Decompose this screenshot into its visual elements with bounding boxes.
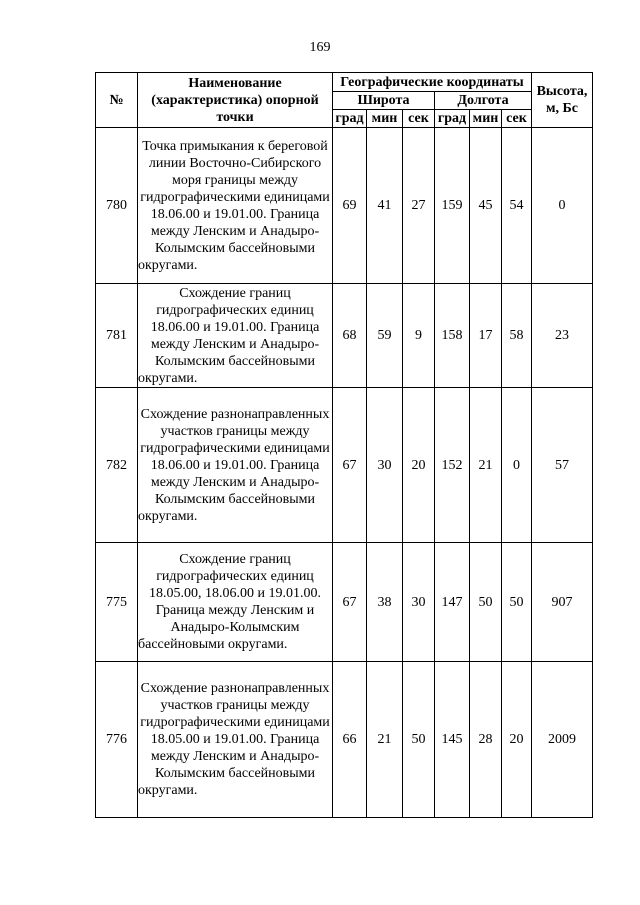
row-name: Схождение разнонаправленных участков границы между гидрографическими единицами 18.05.00 и 19.01.00. Граница между Ленским и Анадыро-Колымским бассейновыми округами. [138,662,333,818]
header-geo: Географические координаты [333,73,532,92]
header-lon-min: мин [470,110,502,128]
lat-min: 21 [367,662,403,818]
lon-min: 28 [470,662,502,818]
lat-sec: 9 [403,284,435,388]
lon-deg: 152 [435,388,470,543]
table-row [96,284,593,388]
height: 2009 [532,662,593,818]
header-name: Наименование (характеристика) опорной точки [138,73,333,128]
lon-sec: 0 [502,388,532,543]
height: 907 [532,543,593,662]
lat-sec: 27 [403,128,435,284]
row-num: 782 [96,388,138,543]
height: 23 [532,284,593,388]
lon-sec: 20 [502,662,532,818]
height: 0 [532,128,593,284]
header-lon-grad: град [435,110,470,128]
lat-sec: 20 [403,388,435,543]
lat-deg: 68 [333,284,367,388]
row-num: 781 [96,284,138,388]
row-num: 780 [96,128,138,284]
header-lat-sec: сек [403,110,435,128]
lat-min: 38 [367,543,403,662]
lon-min: 45 [470,128,502,284]
header-lon-sec: сек [502,110,532,128]
lat-min: 30 [367,388,403,543]
row-name: Схождение границ гидрографических единиц 18.05.00, 18.06.00 и 19.01.00. Граница между Ленским и Анадыро-Колымским бассейновыми округами. [138,543,333,662]
lon-sec: 58 [502,284,532,388]
coordinates-table [95,72,593,818]
lat-min: 41 [367,128,403,284]
lat-sec: 50 [403,662,435,818]
header-lat: Широта [333,92,435,110]
lon-deg: 145 [435,662,470,818]
header-lat-min: мин [367,110,403,128]
table-row [96,662,593,818]
table-row [96,128,593,284]
row-name: Точка примыкания к береговой линии Восточно-Сибирского моря границы между гидрографическими единицами 18.06.00 и 19.01.00. Граница между Ленским и Анадыро-Колымским бассейновыми округами. [138,128,333,284]
lon-sec: 54 [502,128,532,284]
lat-deg: 66 [333,662,367,818]
lon-deg: 158 [435,284,470,388]
header-lon: Долгота [435,92,532,110]
header-lat-grad: град [333,110,367,128]
row-name: Схождение границ гидрографических единиц 18.06.00 и 19.01.00. Граница между Ленским и Анадыро-Колымским бассейновыми округами. [138,284,333,388]
lon-min: 50 [470,543,502,662]
table-row [96,388,593,543]
lat-deg: 67 [333,543,367,662]
lat-deg: 69 [333,128,367,284]
lon-deg: 147 [435,543,470,662]
header-num: № [96,73,138,128]
header-height: Высота, м, Бс [532,73,593,128]
page-number: 169 [309,40,331,55]
lat-deg: 67 [333,388,367,543]
lon-min: 17 [470,284,502,388]
row-name: Схождение разнонаправленных участков границы между гидрографическими единицами 18.06.00 и 19.01.00. Граница между Ленским и Анадыро-Колымским бассейновыми округами. [138,388,333,543]
lon-deg: 159 [435,128,470,284]
height: 57 [532,388,593,543]
lon-sec: 50 [502,543,532,662]
row-num: 775 [96,543,138,662]
row-num: 776 [96,662,138,818]
lat-min: 59 [367,284,403,388]
lon-min: 21 [470,388,502,543]
table-row [96,543,593,662]
lat-sec: 30 [403,543,435,662]
